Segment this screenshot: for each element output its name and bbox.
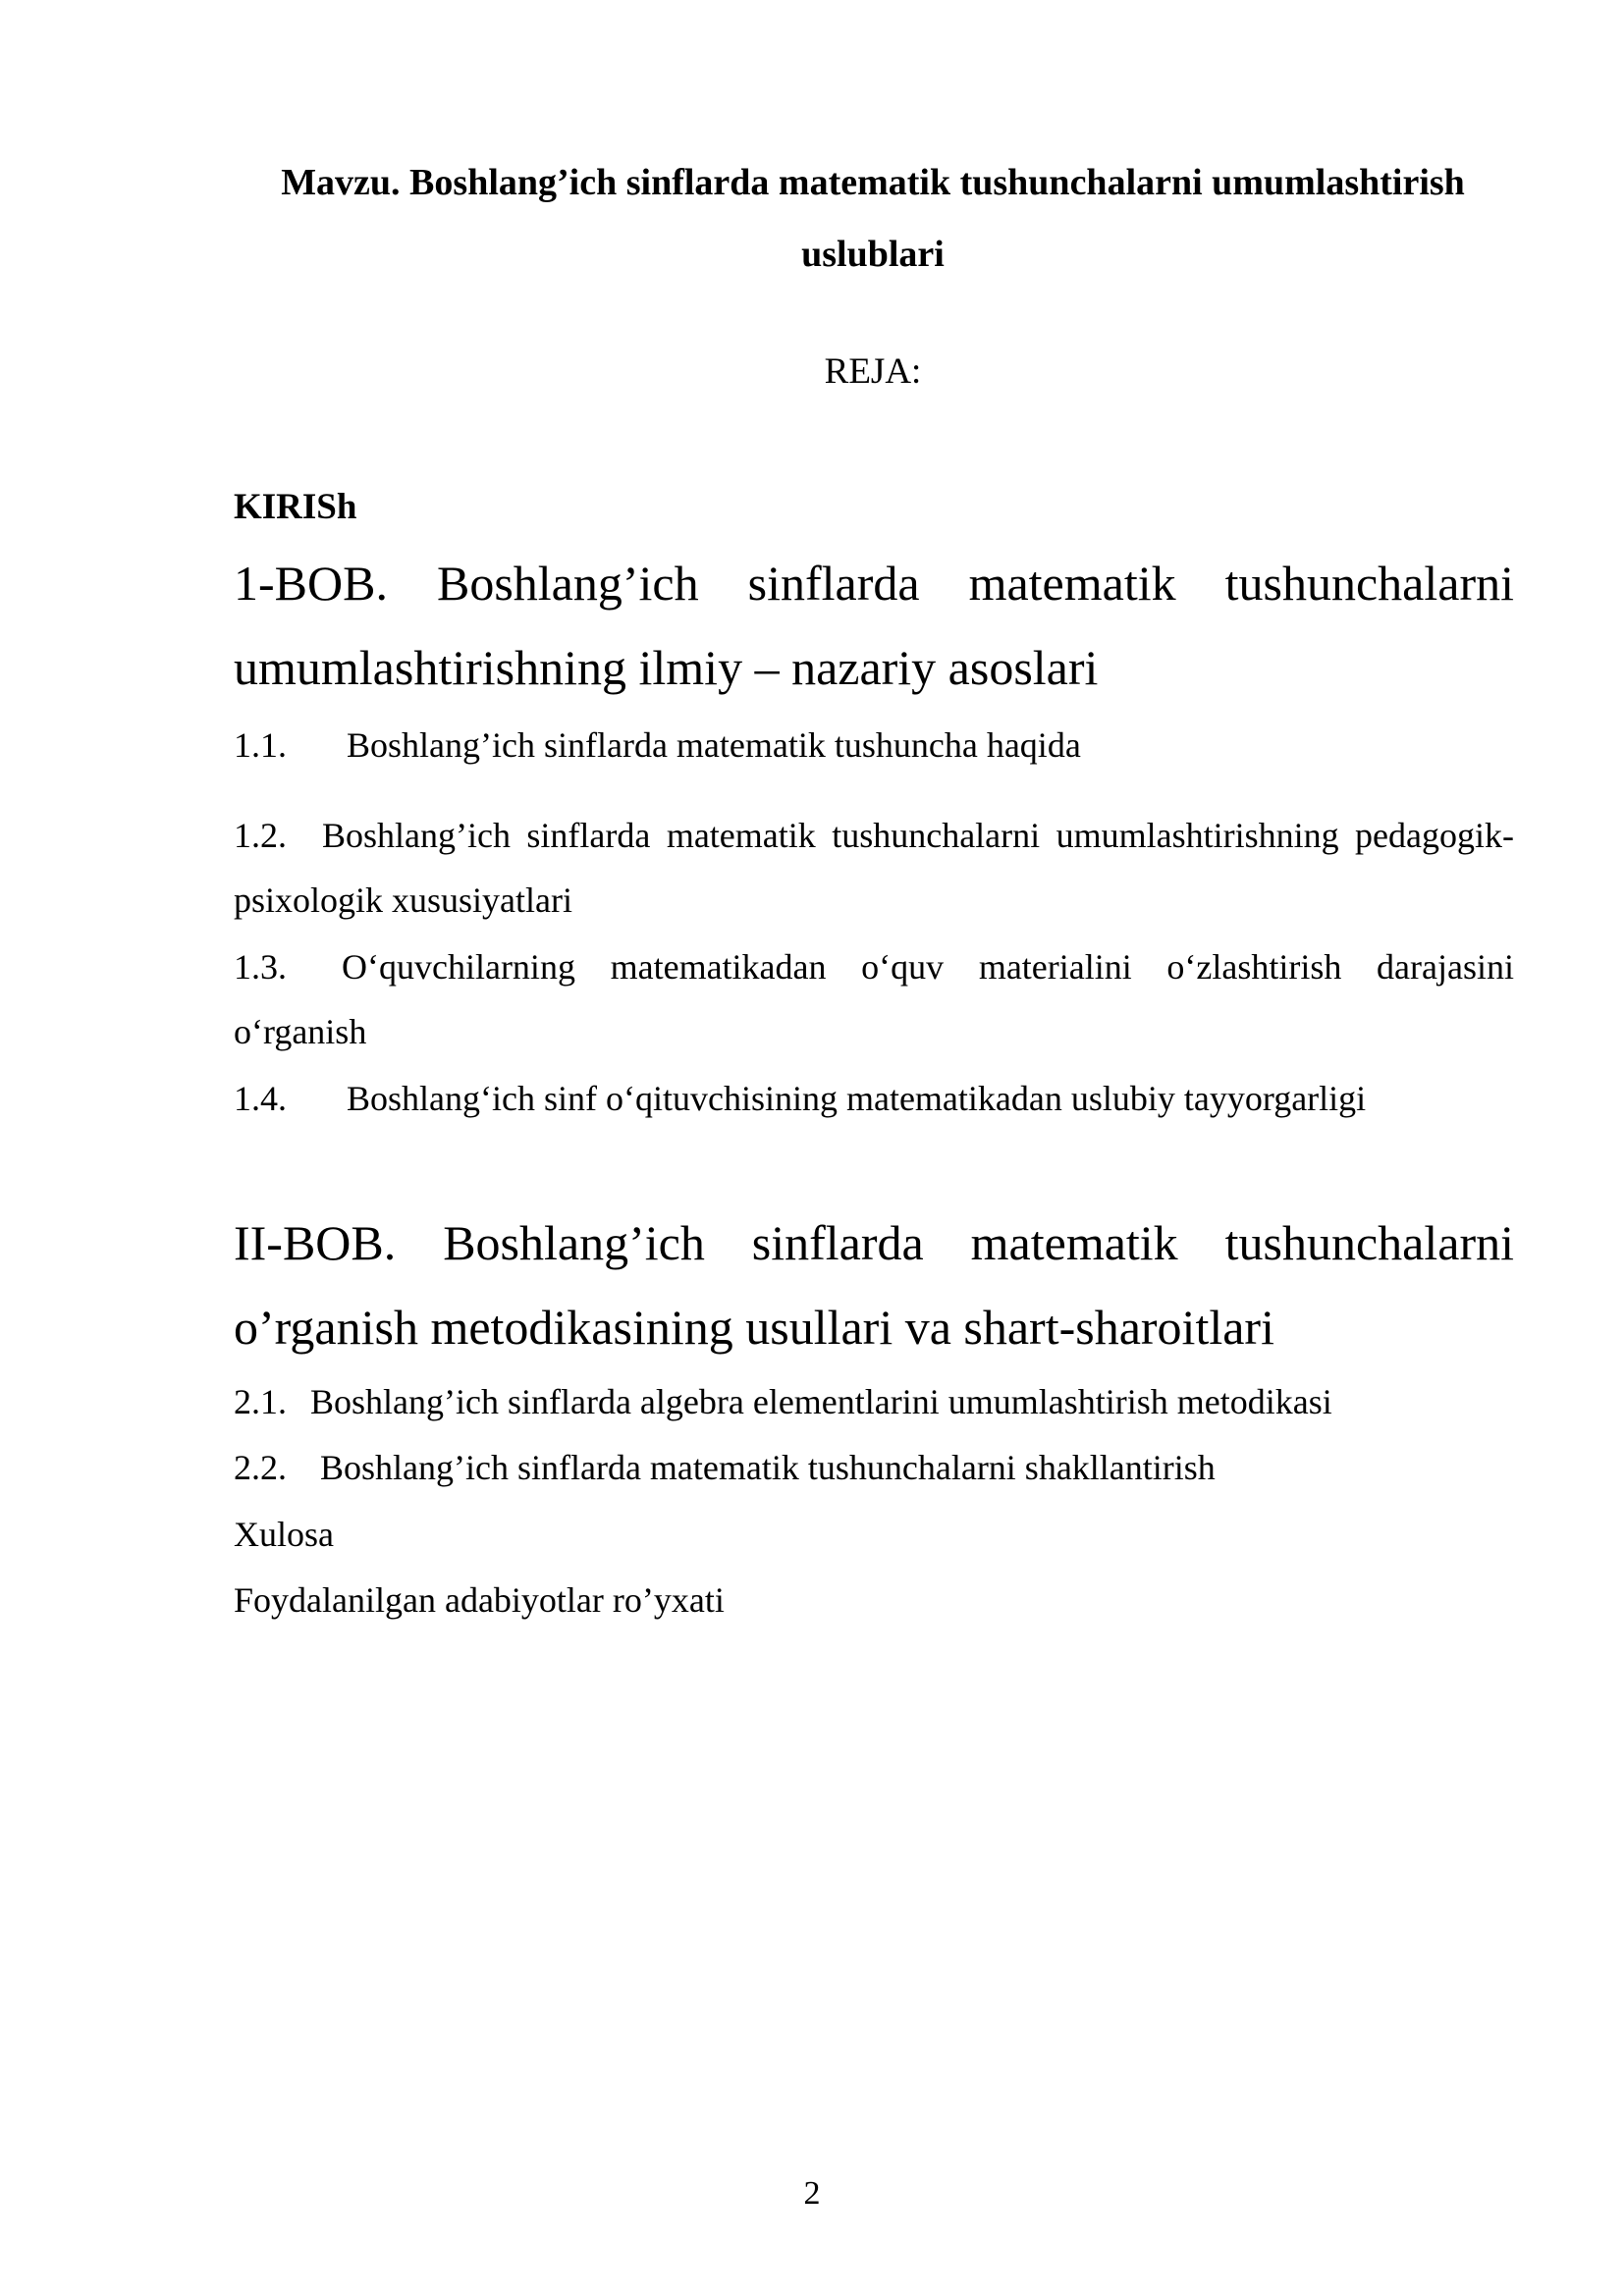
- section-number: 1.2.: [234, 816, 287, 855]
- section-number: 1.1.: [234, 725, 287, 765]
- chapter-2-title: II-BOB. Boshlang’ich sinflarda matematik tushunchalarni o’rganish metodikasining usullari va shart-sharoitlari: [234, 1215, 1514, 1355]
- section-1-3: [234, 934, 1514, 1064]
- section-number: 1.3.: [234, 947, 287, 987]
- plan-heading: REJA:: [824, 351, 922, 392]
- intro-heading: KIRISh: [234, 487, 357, 527]
- section-number: 2.1.: [234, 1382, 287, 1421]
- section-number: 1.4.: [234, 1079, 287, 1118]
- section-text: O‘quvchilarning matematikadan o‘quv materialini o‘zlashtirish darajasini o‘rganish: [234, 947, 1514, 1051]
- section-1-1: [234, 713, 1514, 777]
- references-item: Foydalanilgan adabiyotlar ro’yxati: [234, 1580, 725, 1620]
- section-text: Boshlang’ich sinflarda matematik tushunchalarni umumlashtirishning pedagogik-psixologik xususiyatlari: [234, 816, 1514, 920]
- page-number: 2: [803, 2175, 821, 2212]
- section-text: Boshlang’ich sinflarda matematik tushunchalarni shakllantirish: [320, 1448, 1216, 1487]
- section-2-2: [234, 1435, 1514, 1500]
- conclusion-item: Xulosa: [234, 1515, 334, 1554]
- chapter-1-title: 1-BOB. Boshlang’ich sinflarda matematik tushunchalarni umumlashtirishning ilmiy – nazariy asoslari: [234, 556, 1514, 695]
- section-1-2: [234, 803, 1514, 933]
- section-2-1: [234, 1369, 1514, 1434]
- section-1-4: [234, 1066, 1514, 1131]
- section-text: Boshlang’ich sinflarda algebra elementlarini umumlashtirish metodikasi: [310, 1382, 1332, 1421]
- section-text: Boshlang‘ich sinf o‘qituvchisining matematikadan uslubiy tayyorgarligi: [347, 1079, 1367, 1118]
- document-title: Mavzu. Boshlang’ich sinflarda matematik tushunchalarni umumlashtirish uslublari: [281, 162, 1465, 275]
- section-number: 2.2.: [234, 1448, 287, 1487]
- section-text: Boshlang’ich sinflarda matematik tushuncha haqida: [347, 725, 1081, 765]
